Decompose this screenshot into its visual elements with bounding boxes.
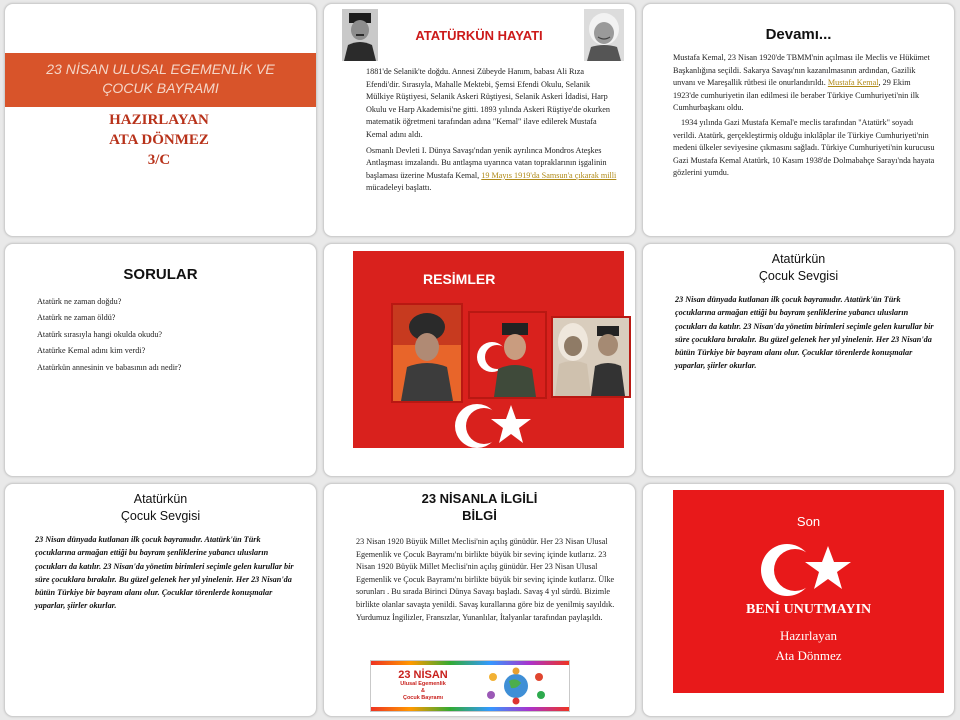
question-item: Atatürke Kemal adını kim verdi? [37, 346, 146, 356]
title-banner [5, 53, 316, 107]
slide-title: ATATÜRKÜN HAYATI [415, 28, 543, 43]
title-line-1: Atatürkün [771, 252, 826, 266]
title-line-2: Çocuk Sevgisi [758, 269, 839, 283]
crescent-star-icon [753, 540, 863, 600]
question-item: Atatürk ne zaman doğdu? [37, 297, 122, 306]
paragraph-text: , 29 Ekim 1923'de cumhuriyetin ilan edilmesi ile beraber Türkiye Cumhuriyeti'nin ilk Cumhurbaşkanı oldu. [673, 78, 920, 113]
red-background [353, 251, 624, 448]
author-label: HAZIRLAYAN [109, 112, 209, 128]
slide-7-child-love[interactable] [4, 483, 317, 717]
paragraph-text: mücadeleyi başlattı. [366, 183, 432, 193]
title-line-1: Atatürkün [133, 492, 188, 506]
author-name: Ata Dönmez [775, 648, 842, 663]
crescent-star-icon [445, 401, 545, 451]
children-globe-icon [481, 667, 551, 705]
slide-title: RESİMLER [423, 271, 496, 287]
slide-4-questions[interactable] [4, 243, 317, 477]
biography-paragraph-2 [366, 145, 618, 195]
slide-8-info[interactable] [323, 483, 636, 717]
slide-6-child-love[interactable] [642, 243, 955, 477]
slide-title: Devamı... [765, 26, 832, 43]
april-23-logo [370, 660, 570, 712]
logo-text [377, 669, 469, 702]
question-item: Atatürk ne zaman öldü? [37, 313, 116, 323]
info-text: 23 Nisan 1920 Büyük Millet Meclisi'nin açılış günüdür. Her 23 Nisan Ulusal Egemenlik ve Çocuk Bayramı'nı birlikte büyük bir sevinç içinde kutlarız. 23 Nisan 1920 Büyük Millet Meclisi'nin açılış günüdür. Her 23 Nisan Ulusal Egemenlik ve Çocuk Bayramı'nı birlikte büyük bir sevinç içinde kutlarız. Ülke sorunları . Bu sırada Birinci Dünya Savaşı başladı. Savaş 4 yıl sürdü. Bizimle birlikte olanlar savaşta yenildi. Savaş kurallarına göre biz de yenilmiş sayıldık. Yurdumuz İngilizler, Fransızlar, Yunanlılar, İtalyanlar tarafından paylaşıldı. [356, 537, 615, 622]
ataturk-mother-photo [551, 316, 631, 398]
author-name: ATA DÖNMEZ [109, 132, 209, 148]
slide-9-end[interactable] [642, 483, 955, 717]
logo-subtitle: Çocuk Bayramı [402, 695, 444, 701]
slide-3-continued[interactable] [642, 3, 955, 237]
farewell-text: BENİ UNUTMAYIN [745, 602, 872, 617]
biography-text [366, 66, 618, 198]
logo-title: 23 NİSAN [398, 669, 448, 681]
title-line-1: 23 NİSANLA İLGİLİ [421, 491, 538, 506]
author-block [69, 110, 249, 170]
portrait-photo [342, 9, 378, 61]
mustafa-kemal-link[interactable]: Mustafa Kemal [827, 78, 879, 88]
ataturk-photo-1 [391, 303, 463, 403]
samsun-link[interactable]: 19 Mayıs 1919'da Samsun'a çıkarak milli [481, 170, 617, 180]
title-line-2: Çocuk Sevgisi [120, 509, 201, 523]
banner-title [5, 60, 316, 98]
continued-paragraph-2: 1934 yılında Gazi Mustafa Kemal'e meclis tarafından "Atatürk" soyadı verildi. Atatürk, gerçekleştirmiş olduğu inkılâplar ile Türkiye Cumhuriyeti'nin medeni ülkeler seviyesine çıkmasını sağladı. Türkiye Cumhuriyeti'nin kurucusu Gazi Mustafa Kemal Atatürk, 10 Kasım 1938'de Dolmabahçe Sarayı'nda hayata gözlerini yumdu. [673, 117, 935, 178]
paragraph-text: Mustafa Kemal, 23 Nisan 1920'de TBMM'nin açılması ile Meclis ve Hükümet Başkanlığına seçildi. Sakarya Savaşı'nın kazanılmasının ardından, Gazilik unvanı ve Mareşallik rütbesi ile onurlandırıldı. [673, 53, 930, 88]
logo-border [371, 661, 569, 665]
child-love-text: 23 Nisan dünyada kutlanan ilk çocuk bayramıdır. Atatürk'ün Türk çocuklarına armağan ettiği bu bayram şenliklerine yabancı ulusların çocukları da katılır. 23 Nisan'da yönetim birimleri seçimle gelen kurullar bir süre çocuklara bırakılır. Bu güzel gelenek her yıl yinelenir. Her 23 Nisan'da bütün Türkiye bir bayram alanı olur. Çocuklar törenlerde konuşmalar yaparlar, şiirler okurlar. [675, 295, 934, 371]
slide-title [643, 251, 954, 285]
author-class: 3/C [147, 152, 171, 168]
child-love-text: 23 Nisan dünyada kutlanan ilk çocuk bayramıdır. Atatürk'ün Türk çocuklarına armağan ettiği bu bayram şenliklerine yabancı ulusların çocukları da katılır. 23 Nisan'da yönetim birimleri seçimle gelen kurullar bir süre çocuklara bırakılır. Bu güzel gelenek her yıl yinelenir. Her 23 Nisan'da bütün Türkiye bir bayram alanı olur. Çocuklar törenlerde konuşmalar yaparlar, şiirler okurlar. [35, 535, 294, 611]
logo-subtitle: Ulusal Egemenlik [400, 681, 446, 687]
paragraph-text: Osmanlı Devleti I. Dünya Savaşı'ndan yenik ayrılınca Mondros Ateşkes Antlaşması imzalandı. Bu antlaşma uyarınca vatan topraklarının işgalinin başlaması üzerine Mustafa Kemal, [366, 145, 607, 180]
slide-title: SORULAR [123, 266, 198, 283]
prepared-by-label: Hazırlayan [779, 628, 838, 643]
slide-5-pictures[interactable] [323, 243, 636, 477]
ataturk-flag-photo [468, 311, 547, 399]
logo-border [371, 707, 569, 711]
slide-title: Son [796, 514, 821, 529]
slide-title [324, 490, 635, 524]
continued-text [673, 52, 935, 182]
title-line-2: BİLGİ [462, 508, 497, 523]
red-background [673, 490, 944, 693]
question-list [37, 294, 297, 376]
slide-1-title[interactable] [4, 3, 317, 237]
logo-ampersand: & [421, 688, 425, 694]
question-item: Atatürk sırasıyla hangi okulda okudu? [37, 329, 163, 339]
question-item: Atatürkün annesinin ve babasının adı nedir? [37, 362, 182, 372]
biography-paragraph-1: 1881'de Selanik'te doğdu. Annesi Zübeyde Hanım, babası Ali Rıza Efendi'dir. Sırasıyla, Mahalle Mektebi, Şemsi Efendi Okulu, Selanik Mülkiye Rüştiyesi, Selanik Askeri Rüştiyesi, Selanik Askeri İdadisi, Harp Okulu ve Harp Akademisi'ne gitti. 1893 yılında Askeri Rüştiye'de okurken matematik öğretmeni tarafından adına "Kemal" ilave edilerek Mustafa Kemal adını aldı. [366, 67, 610, 139]
banner-line-1: 23 NİSAN ULUSAL EGEMENLİK VE [46, 61, 275, 77]
banner-line-2: ÇOCUK BAYRAMI [102, 80, 219, 96]
slide-2-biography[interactable] [323, 3, 636, 237]
slide-title [5, 491, 316, 525]
continued-paragraph-1 [673, 52, 935, 115]
mother-photo [584, 9, 624, 61]
